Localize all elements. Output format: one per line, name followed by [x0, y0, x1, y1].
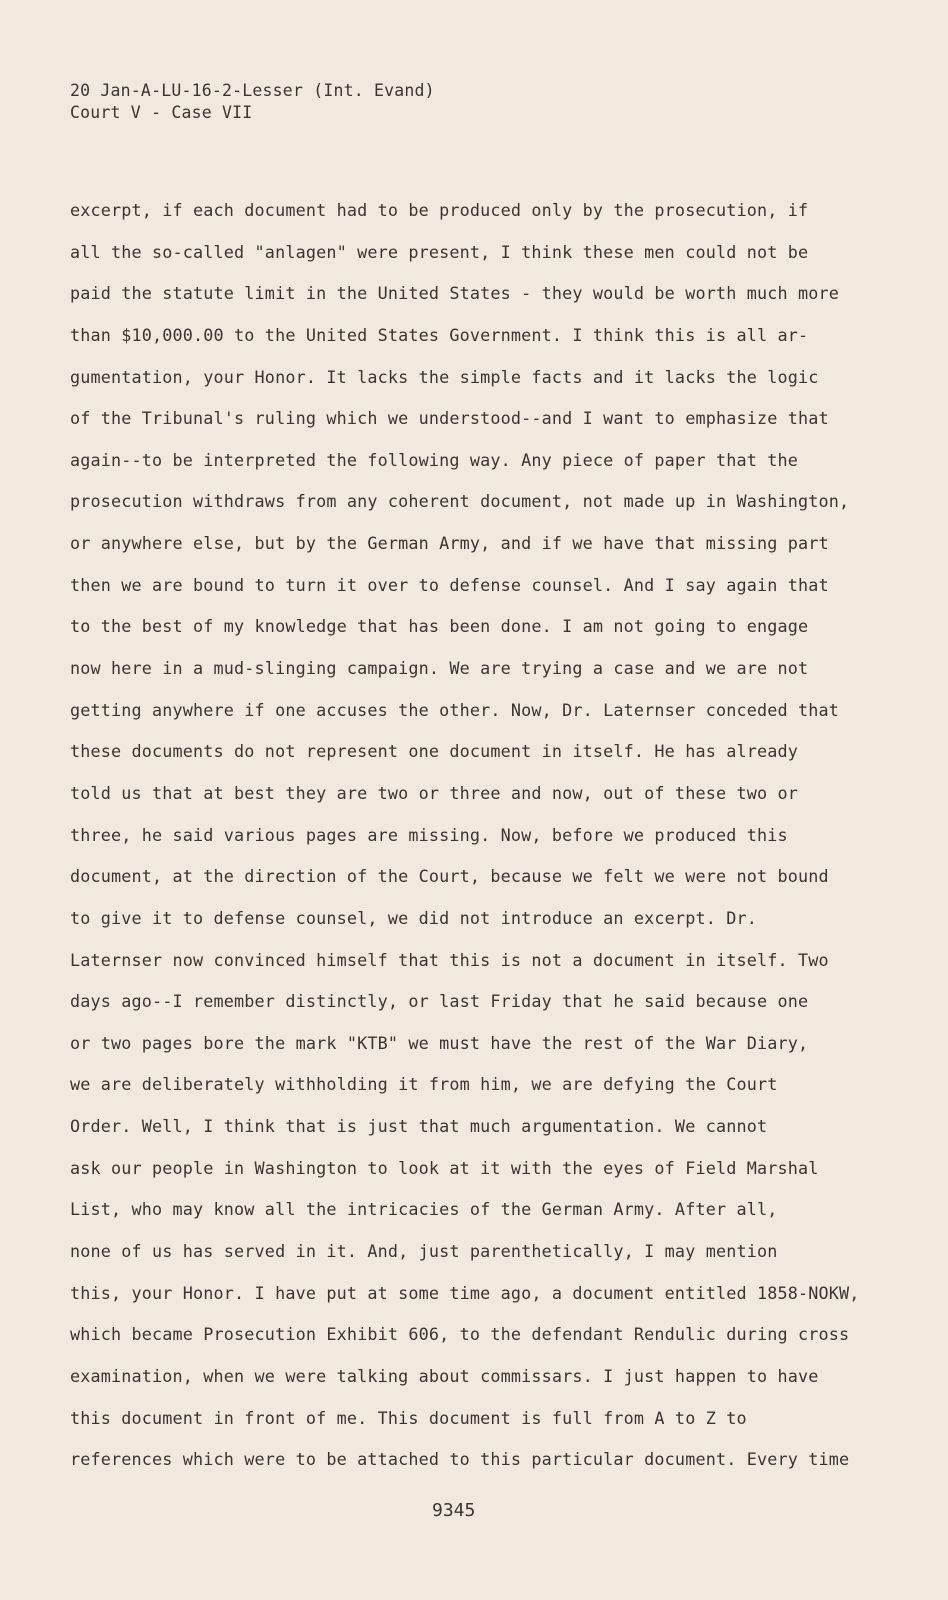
transcript-line: this, your Honor. I have put at some time ago, a document entitled 1858-NOKW,: [70, 1282, 860, 1303]
transcript-body: [70, 199, 890, 1490]
transcript-line: examination, when we were talking about commissars. I just happen to have: [70, 1365, 819, 1386]
transcript-line: which became Prosecution Exhibit 606, to the defendant Rendulic during cross: [70, 1324, 850, 1345]
transcript-line: than $10,000.00 to the United States Government. I think this is all ar-: [70, 324, 809, 345]
transcript-line: of the Tribunal's ruling which we understood--and I want to emphasize that: [70, 408, 829, 429]
transcript-line: three, he said various pages are missing. Now, before we produced this: [70, 824, 788, 845]
transcript-line: Order. Well, I think that is just that much argumentation. We cannot: [70, 1116, 768, 1137]
transcript-line: document, at the direction of the Court, because we felt we were not bound: [70, 866, 829, 887]
transcript-line: to give it to defense counsel, we did not introduce an excerpt. Dr.: [70, 907, 757, 928]
transcript-line: Laternser now convinced himself that this is not a document in itself. Two: [70, 949, 829, 970]
transcript-line: or two pages bore the mark "KTB" we must have the rest of the War Diary,: [70, 1032, 809, 1053]
transcript-line: days ago--I remember distinctly, or last Friday that he said because one: [70, 991, 809, 1012]
header-court-line: Court V - Case VII: [70, 103, 253, 122]
transcript-line: ask our people in Washington to look at it with the eyes of Field Marshal: [70, 1157, 819, 1178]
transcript-line: excerpt, if each document had to be produced only by the prosecution, if: [70, 200, 809, 220]
transcript-line: gumentation, your Honor. It lacks the simple facts and it lacks the logic: [70, 366, 819, 387]
transcript-line: all the so-called "anlagen" were present, I think these men could not be: [70, 241, 809, 262]
header-reference-line: 20 Jan-A-LU-16-2-Lesser (Int. Evand): [70, 81, 435, 100]
transcript-line: then we are bound to turn it over to defense counsel. And I say again that: [70, 574, 829, 595]
transcript-line: we are deliberately withholding it from him, we are defying the Court: [70, 1074, 778, 1095]
transcript-line: paid the statute limit in the United States - they would be worth much more: [70, 283, 839, 304]
transcript-line: none of us has served in it. And, just parenthetically, I may mention: [70, 1241, 778, 1262]
transcript-line: this document in front of me. This document is full from A to Z to: [70, 1407, 747, 1428]
transcript-line: now here in a mud-slinging campaign. We are trying a case and we are not: [70, 658, 809, 679]
transcript-line: told us that at best they are two or three and now, out of these two or: [70, 782, 798, 803]
transcript-line: these documents do not represent one document in itself. He has already: [70, 741, 798, 762]
transcript-line: to the best of my knowledge that has been done. I am not going to engage: [70, 616, 809, 637]
transcript-line: List, who may know all the intricacies of the German Army. After all,: [70, 1199, 778, 1220]
transcript-line: getting anywhere if one accuses the other. Now, Dr. Laternser conceded that: [70, 699, 839, 720]
document-header: [70, 80, 435, 124]
transcript-line: prosecution withdraws from any coherent document, not made up in Washington,: [70, 491, 850, 512]
transcript-line: references which were to be attached to this particular document. Every time: [70, 1449, 850, 1470]
transcript-line: or anywhere else, but by the German Army, and if we have that missing part: [70, 533, 829, 554]
page-number: 9345: [432, 1500, 476, 1521]
transcript-line: again--to be interpreted the following way. Any piece of paper that the: [70, 449, 798, 470]
